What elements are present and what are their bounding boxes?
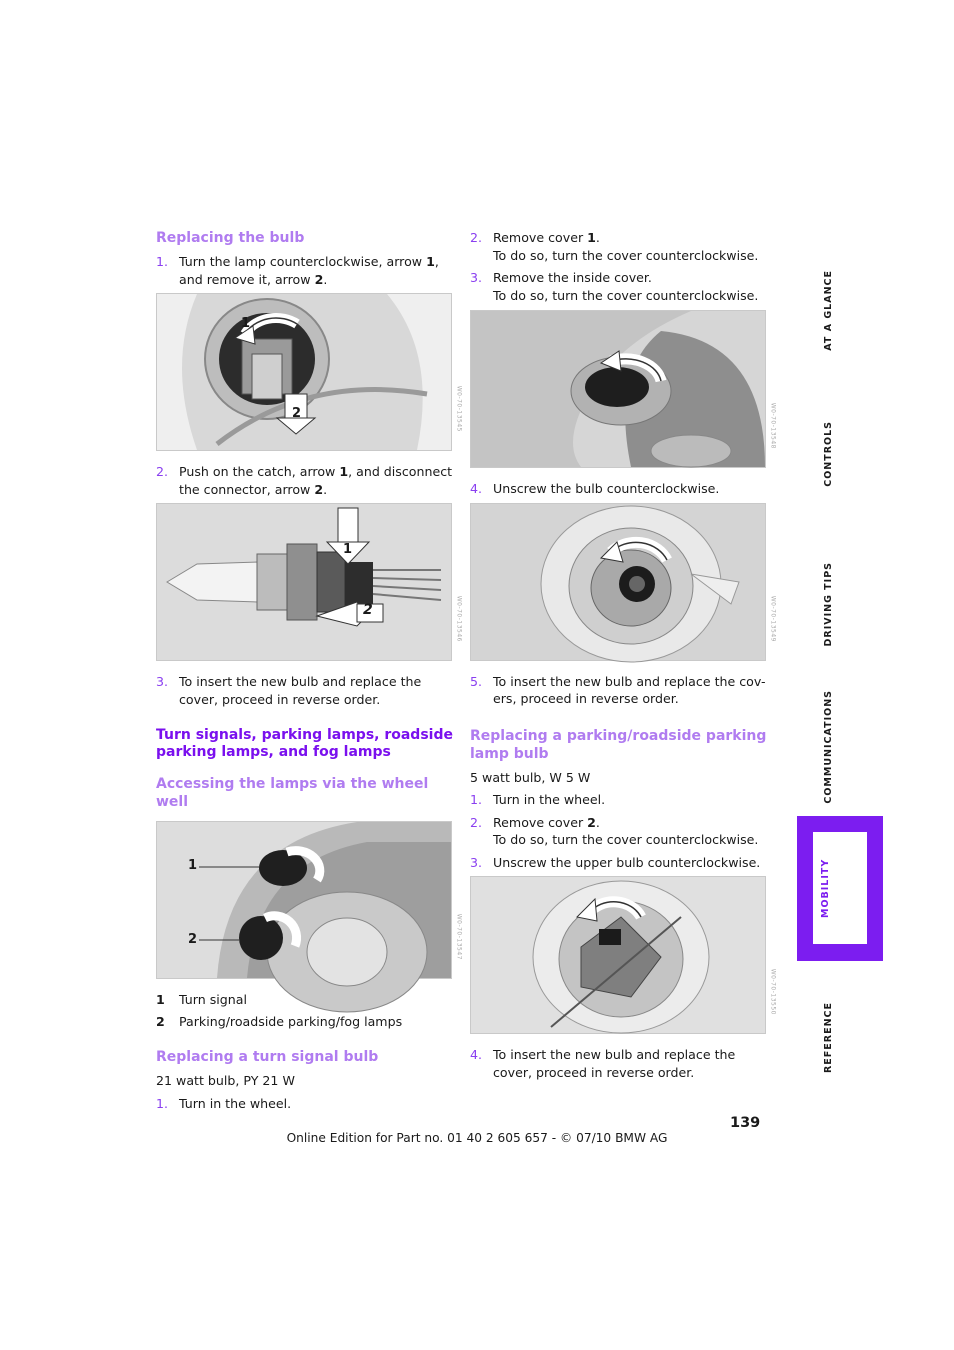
step-text: To insert the new bulb and replace the cover, proceed in reverse order. [493,1047,736,1080]
tab-at-a-glance[interactable]: AT A GLANCE [823,270,834,351]
heading-replacing-bulb: Replacing the bulb [156,230,305,246]
figure-label: 1 [188,858,198,873]
tab-reference[interactable]: REFERENCE [823,1002,834,1074]
figure-code: W0-70-13549 [769,595,776,642]
step-number: 2. [156,464,169,479]
figure-code: W0-70-13550 [769,968,776,1015]
figure-bulb-connector [156,503,462,661]
tab-mobility[interactable]: MOBILITY [820,858,831,918]
step-item [470,269,768,304]
step-number: 3. [470,270,483,285]
step-text: Turn in the wheel. [493,792,606,807]
figure-inner-cover [470,310,776,468]
step-text: Remove the inside cover. To do so, turn the cover counterclockwise. [493,270,759,303]
step-number: 2. [470,814,483,830]
step-text: To insert the new bulb and replace the cov-ers, proceed in reverse order. [493,673,766,706]
step-text: Unscrew the bulb counterclockwise. [493,481,720,496]
step-item [470,814,768,849]
step-number: 3. [470,854,483,870]
step-item [470,229,768,264]
step-item [470,1046,768,1081]
step-text: Push on the catch, arrow 1, and disconnect the connector, arrow 2. [179,464,453,497]
page-number: 139 [730,1115,761,1131]
step-item [156,673,454,708]
tab-communications[interactable]: COMMUNICATIONS [823,690,834,804]
figure-code: W0-70-13548 [769,402,776,449]
figure-label: 1 [343,542,353,557]
step-text: To insert the new bulb and replace the cover, proceed in reverse order. [179,674,422,707]
step-number: 2. [470,230,483,245]
step-number: 4. [470,1047,483,1062]
step-item [470,480,768,498]
footer: Online Edition for Part no. 01 40 2 605 657 - © 07/10 BMW AG [286,1131,668,1145]
tab-controls[interactable]: CONTROLS [823,421,834,487]
tab-driving-tips[interactable]: DRIVING TIPS [823,562,834,647]
figure-code: W0-70-13546 [455,595,462,642]
step-text: Turn in the wheel. [179,1095,292,1111]
bulb-spec: 21 watt bulb, PY 21 W [156,1073,295,1088]
figure-label: 2 [363,602,373,618]
step-text: Remove cover 2. To do so, turn the cover counterclockwise. [493,814,759,847]
figure-code: W0-70-13545 [455,385,462,432]
figure-label: 1 [241,316,251,331]
right-column [470,229,776,1086]
figure-headlamp-rotate [156,293,462,451]
heading-turn-signal-bulb: Replacing a turn signal bulb [156,1049,379,1065]
step-item [470,673,768,708]
step-item [156,253,454,288]
figure-parking-bulb [470,876,776,1034]
figure-label: 2 [292,406,302,421]
step-number: 1. [470,792,483,807]
step-item [156,1095,454,1113]
step-item [470,791,768,809]
step-number: 5. [470,673,483,689]
figure-code: W0-70-13547 [455,913,462,960]
step-item [156,463,454,498]
step-number: 1. [156,254,169,269]
heading-accessing-lamps: Accessing the lamps via the wheel well [156,776,429,810]
step-text: Unscrew the upper bulb counterclockwise. [493,854,761,870]
step-number: 3. [156,674,169,689]
left-column [156,229,462,1117]
figure-label: 2 [188,932,198,947]
figure-unscrew-bulb [470,503,776,661]
step-item [470,854,768,872]
legend-item: 2 Parking/roadside parking/fog lamps [156,1013,403,1029]
step-number: 4. [470,481,483,496]
heading-parking-bulb: Replacing a parking/roadside parking lamp bulb [470,727,767,762]
bulb-spec: 5 watt bulb, W 5 W [470,769,591,785]
legend-item: 1 Turn signal [156,992,247,1007]
figure-wheel-well [156,821,462,979]
step-number: 1. [156,1095,169,1111]
step-text: Remove cover 1. To do so, turn the cover counterclockwise. [493,230,759,263]
step-text: Turn the lamp counterclockwise, arrow 1, and remove it, arrow 2. [179,254,439,287]
heading-turn-signals: Turn signals, parking lamps, roadside parking lamps, and fog lamps [156,727,453,760]
